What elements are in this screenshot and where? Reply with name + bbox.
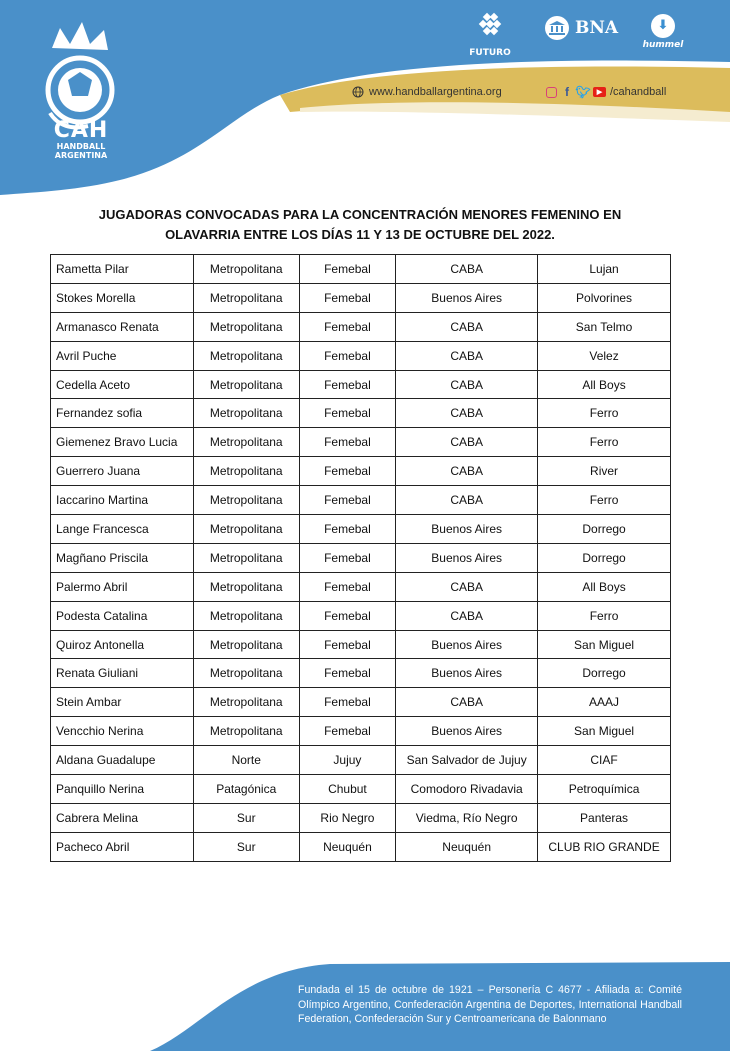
player-name-cell: Palermo Abril [51, 572, 194, 601]
player-name-cell: Stein Ambar [51, 688, 194, 717]
table-row [51, 659, 671, 688]
player-region-cell: Metropolitana [193, 457, 299, 486]
player-city-cell: CABA [396, 255, 538, 284]
player-city-cell: CABA [396, 688, 538, 717]
futuro-label: FUTURO [469, 48, 511, 58]
facebook-icon[interactable]: f [565, 85, 569, 99]
table-row [51, 399, 671, 428]
twitter-icon[interactable]: 🐦︎ [575, 85, 591, 99]
table-row [51, 688, 671, 717]
table-row [51, 428, 671, 457]
player-name-cell: Cedella Aceto [51, 370, 194, 399]
org-name-line1: HANDBALL [56, 142, 106, 151]
player-club-cell: Dorrego [538, 659, 671, 688]
player-club-cell: All Boys [538, 572, 671, 601]
player-region-cell: Metropolitana [193, 717, 299, 746]
social-handle: /cahandball [610, 86, 667, 98]
players-table [50, 254, 671, 862]
player-region-cell: Norte [193, 746, 299, 775]
player-name-cell: Lange Francesca [51, 515, 194, 544]
player-region-cell: Metropolitana [193, 659, 299, 688]
table-row [51, 486, 671, 515]
player-federation-cell: Femebal [299, 370, 396, 399]
player-club-cell: San Miguel [538, 630, 671, 659]
player-name-cell: Podesta Catalina [51, 601, 194, 630]
player-city-cell: CABA [396, 457, 538, 486]
player-club-cell: Ferro [538, 601, 671, 630]
player-club-cell: All Boys [538, 370, 671, 399]
social-links [546, 86, 666, 98]
page-header [0, 0, 730, 200]
player-club-cell: San Miguel [538, 717, 671, 746]
player-federation-cell: Femebal [299, 486, 396, 515]
player-city-cell: CABA [396, 486, 538, 515]
player-region-cell: Metropolitana [193, 543, 299, 572]
player-city-cell: CABA [396, 370, 538, 399]
bna-label: BNA [575, 18, 619, 38]
player-club-cell: Ferro [538, 486, 671, 515]
player-region-cell: Metropolitana [193, 341, 299, 370]
player-region-cell: Metropolitana [193, 312, 299, 341]
org-name-line2: ARGENTINA [54, 151, 108, 160]
player-city-cell: San Salvador de Jujuy [396, 746, 538, 775]
table-row [51, 746, 671, 775]
player-name-cell: Pacheco Abril [51, 832, 194, 861]
table-row [51, 775, 671, 804]
player-federation-cell: Femebal [299, 428, 396, 457]
player-name-cell: Giemenez Bravo Lucia [51, 428, 194, 457]
player-region-cell: Metropolitana [193, 370, 299, 399]
table-row [51, 283, 671, 312]
player-federation-cell: Neuquén [299, 832, 396, 861]
player-region-cell: Sur [193, 832, 299, 861]
player-name-cell: Quiroz Antonella [51, 630, 194, 659]
footer-text: Fundada el 15 de octubre de 1921 – Personería C 4677 - Afiliada a: Comité Olímpico Argentino, Confederación Argentina de Deportes, International Handball Federation, Confederación Sur y Centroamericana de Balonmano [298, 984, 682, 1025]
player-region-cell: Metropolitana [193, 572, 299, 601]
title-line-2: OLAVARRIA ENTRE LOS DÍAS 11 Y 13 DE OCTUBRE DEL 2022. [165, 227, 555, 242]
player-region-cell: Metropolitana [193, 255, 299, 284]
cah-logo-text [22, 120, 140, 160]
player-city-cell: CABA [396, 572, 538, 601]
document-title [40, 205, 680, 245]
player-name-cell: Cabrera Melina [51, 803, 194, 832]
player-federation-cell: Femebal [299, 601, 396, 630]
youtube-icon[interactable]: ▶ [593, 87, 606, 97]
player-region-cell: Metropolitana [193, 688, 299, 717]
table-row [51, 543, 671, 572]
player-city-cell: Viedma, Río Negro [396, 803, 538, 832]
player-club-cell: Dorrego [538, 515, 671, 544]
player-federation-cell: Femebal [299, 717, 396, 746]
player-club-cell: CLUB RIO GRANDE [538, 832, 671, 861]
instagram-icon[interactable] [546, 87, 557, 98]
player-federation-cell: Femebal [299, 515, 396, 544]
player-city-cell: Buenos Aires [396, 717, 538, 746]
player-region-cell: Patagónica [193, 775, 299, 804]
sponsor-hummel [640, 14, 686, 50]
player-city-cell: CABA [396, 399, 538, 428]
player-name-cell: Aldana Guadalupe [51, 746, 194, 775]
player-club-cell: Ferro [538, 428, 671, 457]
player-federation-cell: Femebal [299, 659, 396, 688]
futuro-logo-icon [474, 12, 506, 44]
table-row [51, 601, 671, 630]
player-region-cell: Metropolitana [193, 515, 299, 544]
bank-icon [545, 16, 569, 40]
table-row [51, 341, 671, 370]
sponsor-bna [545, 16, 618, 40]
player-club-cell: Panteras [538, 803, 671, 832]
player-name-cell: Fernandez sofia [51, 399, 194, 428]
player-city-cell: Buenos Aires [396, 630, 538, 659]
player-region-cell: Metropolitana [193, 283, 299, 312]
player-name-cell: Guerrero Juana [51, 457, 194, 486]
player-name-cell: Stokes Morella [51, 283, 194, 312]
player-club-cell: AAAJ [538, 688, 671, 717]
player-club-cell: San Telmo [538, 312, 671, 341]
player-city-cell: CABA [396, 312, 538, 341]
player-city-cell: CABA [396, 428, 538, 457]
table-row [51, 832, 671, 861]
player-name-cell: Rametta Pilar [51, 255, 194, 284]
hummel-logo-icon: ⬇ [651, 14, 675, 38]
globe-icon [352, 86, 364, 98]
title-line-1: JUGADORAS CONVOCADAS PARA LA CONCENTRACIÓN MENORES FEMENINO EN [98, 207, 622, 222]
website-link[interactable] [352, 86, 502, 98]
player-name-cell: Magñano Priscila [51, 543, 194, 572]
player-city-cell: Neuquén [396, 832, 538, 861]
player-club-cell: Lujan [538, 255, 671, 284]
player-city-cell: Buenos Aires [396, 283, 538, 312]
player-city-cell: Buenos Aires [396, 515, 538, 544]
player-federation-cell: Femebal [299, 543, 396, 572]
player-club-cell: Ferro [538, 399, 671, 428]
table-row [51, 457, 671, 486]
table-row [51, 717, 671, 746]
sponsor-futuro [465, 12, 515, 58]
player-name-cell: Iaccarino Martina [51, 486, 194, 515]
player-federation-cell: Femebal [299, 457, 396, 486]
player-club-cell: River [538, 457, 671, 486]
table-row [51, 370, 671, 399]
player-federation-cell: Jujuy [299, 746, 396, 775]
player-name-cell: Renata Giuliani [51, 659, 194, 688]
table-row [51, 572, 671, 601]
player-federation-cell: Femebal [299, 572, 396, 601]
player-city-cell: Buenos Aires [396, 659, 538, 688]
player-federation-cell: Femebal [299, 341, 396, 370]
table-row [51, 312, 671, 341]
player-federation-cell: Chubut [299, 775, 396, 804]
table-row [51, 515, 671, 544]
player-city-cell: CABA [396, 341, 538, 370]
player-region-cell: Metropolitana [193, 630, 299, 659]
player-name-cell: Vencchio Nerina [51, 717, 194, 746]
player-federation-cell: Femebal [299, 688, 396, 717]
player-club-cell: Velez [538, 341, 671, 370]
player-club-cell: Dorrego [538, 543, 671, 572]
website-url: www.handballargentina.org [369, 86, 502, 98]
player-region-cell: Sur [193, 803, 299, 832]
player-region-cell: Metropolitana [193, 486, 299, 515]
player-region-cell: Metropolitana [193, 428, 299, 457]
player-club-cell: Petroquímica [538, 775, 671, 804]
player-federation-cell: Femebal [299, 255, 396, 284]
hummel-label: hummel [642, 40, 684, 50]
player-federation-cell: Femebal [299, 312, 396, 341]
player-federation-cell: Femebal [299, 399, 396, 428]
table-row [51, 630, 671, 659]
player-federation-cell: Rio Negro [299, 803, 396, 832]
player-name-cell: Avril Puche [51, 341, 194, 370]
player-city-cell: CABA [396, 601, 538, 630]
player-name-cell: Panquillo Nerina [51, 775, 194, 804]
player-region-cell: Metropolitana [193, 399, 299, 428]
player-federation-cell: Femebal [299, 283, 396, 312]
player-region-cell: Metropolitana [193, 601, 299, 630]
player-club-cell: CIAF [538, 746, 671, 775]
table-row [51, 803, 671, 832]
table-row [51, 255, 671, 284]
player-city-cell: Buenos Aires [396, 543, 538, 572]
player-name-cell: Armanasco Renata [51, 312, 194, 341]
org-abbrev: CAH [53, 118, 109, 143]
player-city-cell: Comodoro Rivadavia [396, 775, 538, 804]
player-federation-cell: Femebal [299, 630, 396, 659]
player-club-cell: Polvorines [538, 283, 671, 312]
